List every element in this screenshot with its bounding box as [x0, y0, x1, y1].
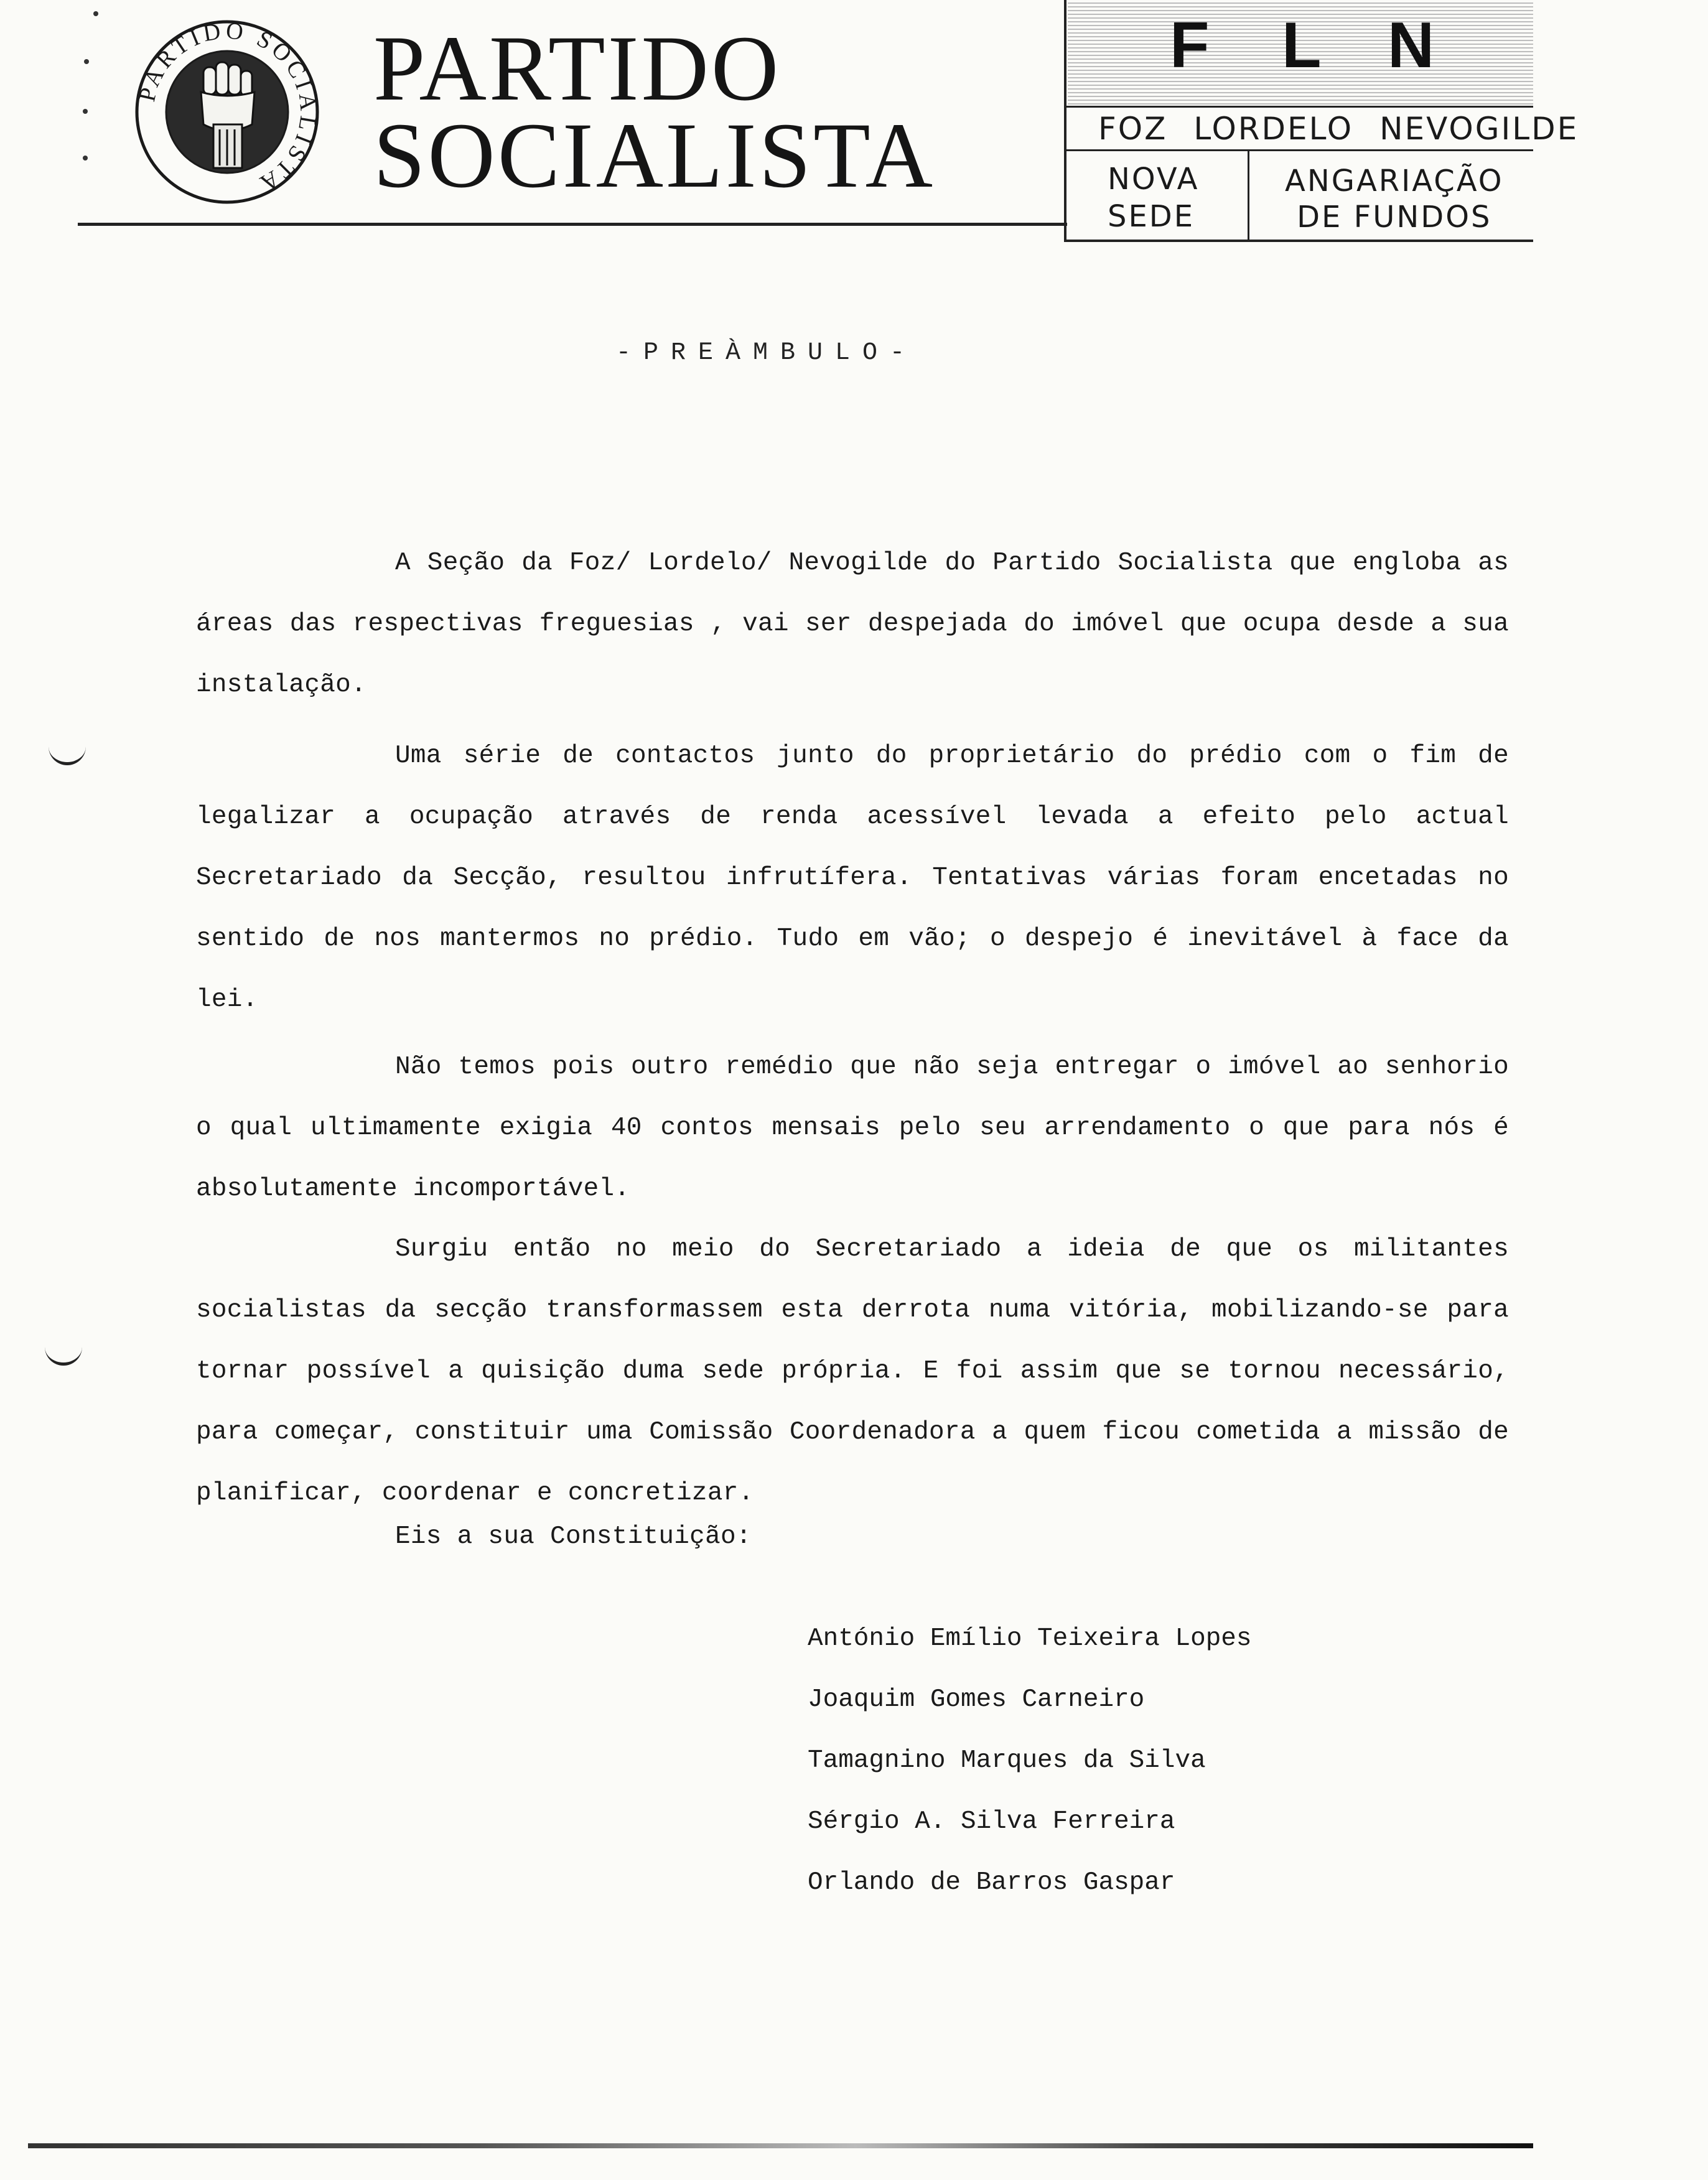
angariacao-line2: DE FUNDOS — [1297, 200, 1492, 235]
scan-mark — [93, 11, 98, 16]
logo-ring-text: PARTIDO SOCIALISTA — [134, 19, 320, 198]
party-name-line1: PARTIDO — [373, 17, 782, 120]
angariacao-label — [1285, 163, 1504, 235]
fln-letter-l: L — [1282, 9, 1322, 82]
paragraph-2: Uma série de contactos junto do proprietário do prédio com o fim de legalizar a ocupação através de renda acessível levada a efeito pelo actual Secretariado da Secção, resultou infrutífera. Tentativas várias foram encetadas no sentido de nos mantermos no prédio. Tudo em vão; o despejo é inevitável à face da lei. — [196, 742, 1509, 1014]
box-divider-top — [1064, 106, 1533, 108]
box-border-left — [1064, 0, 1066, 240]
angariacao-line1: ANGARIAÇÃO — [1285, 164, 1504, 198]
document-title: -PREÀMBULO- — [615, 339, 918, 367]
fln-letter-n: N — [1388, 9, 1435, 82]
scan-mark — [83, 156, 88, 161]
member-name: António Emílio Teixeira Lopes — [808, 1624, 1252, 1653]
box-areas — [1098, 111, 1605, 147]
member-name: Tamagnino Marques da Silva — [808, 1746, 1206, 1775]
party-logo-emblem — [134, 19, 320, 205]
area-lordelo: LORDELO — [1193, 111, 1354, 147]
fln-letter-f: F — [1170, 9, 1210, 82]
commission-members — [808, 1608, 1252, 1913]
party-name-line2: SOCIALISTA — [373, 104, 936, 207]
party-name — [373, 17, 936, 207]
paragraph-3: Não temos pois outro remédio que não seja entregar o imóvel ao senhorio o qual ultimamente exigia 40 contos mensais pelo seu arrendamento o que para nós é absolutamente incomportável. — [196, 1053, 1509, 1203]
member-name: Sérgio A. Silva Ferreira — [808, 1807, 1175, 1836]
nova-line1: NOVA — [1108, 162, 1200, 197]
scan-mark — [84, 59, 89, 64]
punch-hole-mark — [45, 1344, 82, 1366]
footer-rule — [28, 2143, 1533, 2148]
constitution-intro: Eis a sua Constituição: — [395, 1522, 752, 1551]
area-nevogilde: NEVOGILDE — [1379, 111, 1579, 147]
box-divider-vertical — [1248, 149, 1249, 241]
box-divider-middle — [1064, 149, 1533, 151]
punch-hole-mark — [49, 743, 86, 765]
scan-mark — [83, 109, 88, 114]
party-logo — [134, 19, 320, 205]
nova-sede-label — [1108, 161, 1199, 235]
member-name: Joaquim Gomes Carneiro — [808, 1685, 1145, 1714]
nova-line2: SEDE — [1108, 199, 1195, 234]
header-box — [1064, 0, 1579, 243]
area-foz: FOZ — [1098, 111, 1168, 147]
paragraph-4: Surgiu então no meio do Secretariado a ideia de que os militantes socialistas da secção transformassem esta derrota numa vitória, mobilizando-se para tornar possível a quisição duma sede própria. E foi assim que se tornou necessário, para começar, constituir uma Comissão Coordenadora a quem ficou cometida a missão de planificar, coordenar e concretizar. — [196, 1235, 1509, 1507]
box-divider-bottom — [1064, 240, 1533, 242]
member-name: Orlando de Barros Gaspar — [808, 1868, 1175, 1897]
header-rule — [78, 223, 1067, 226]
paragraph-1: A Seção da Foz/ Lordelo/ Nevogilde do Partido Socialista que engloba as áreas das respectivas freguesias , vai ser despejada do imóvel que ocupa desde a sua instalação. — [196, 549, 1509, 699]
